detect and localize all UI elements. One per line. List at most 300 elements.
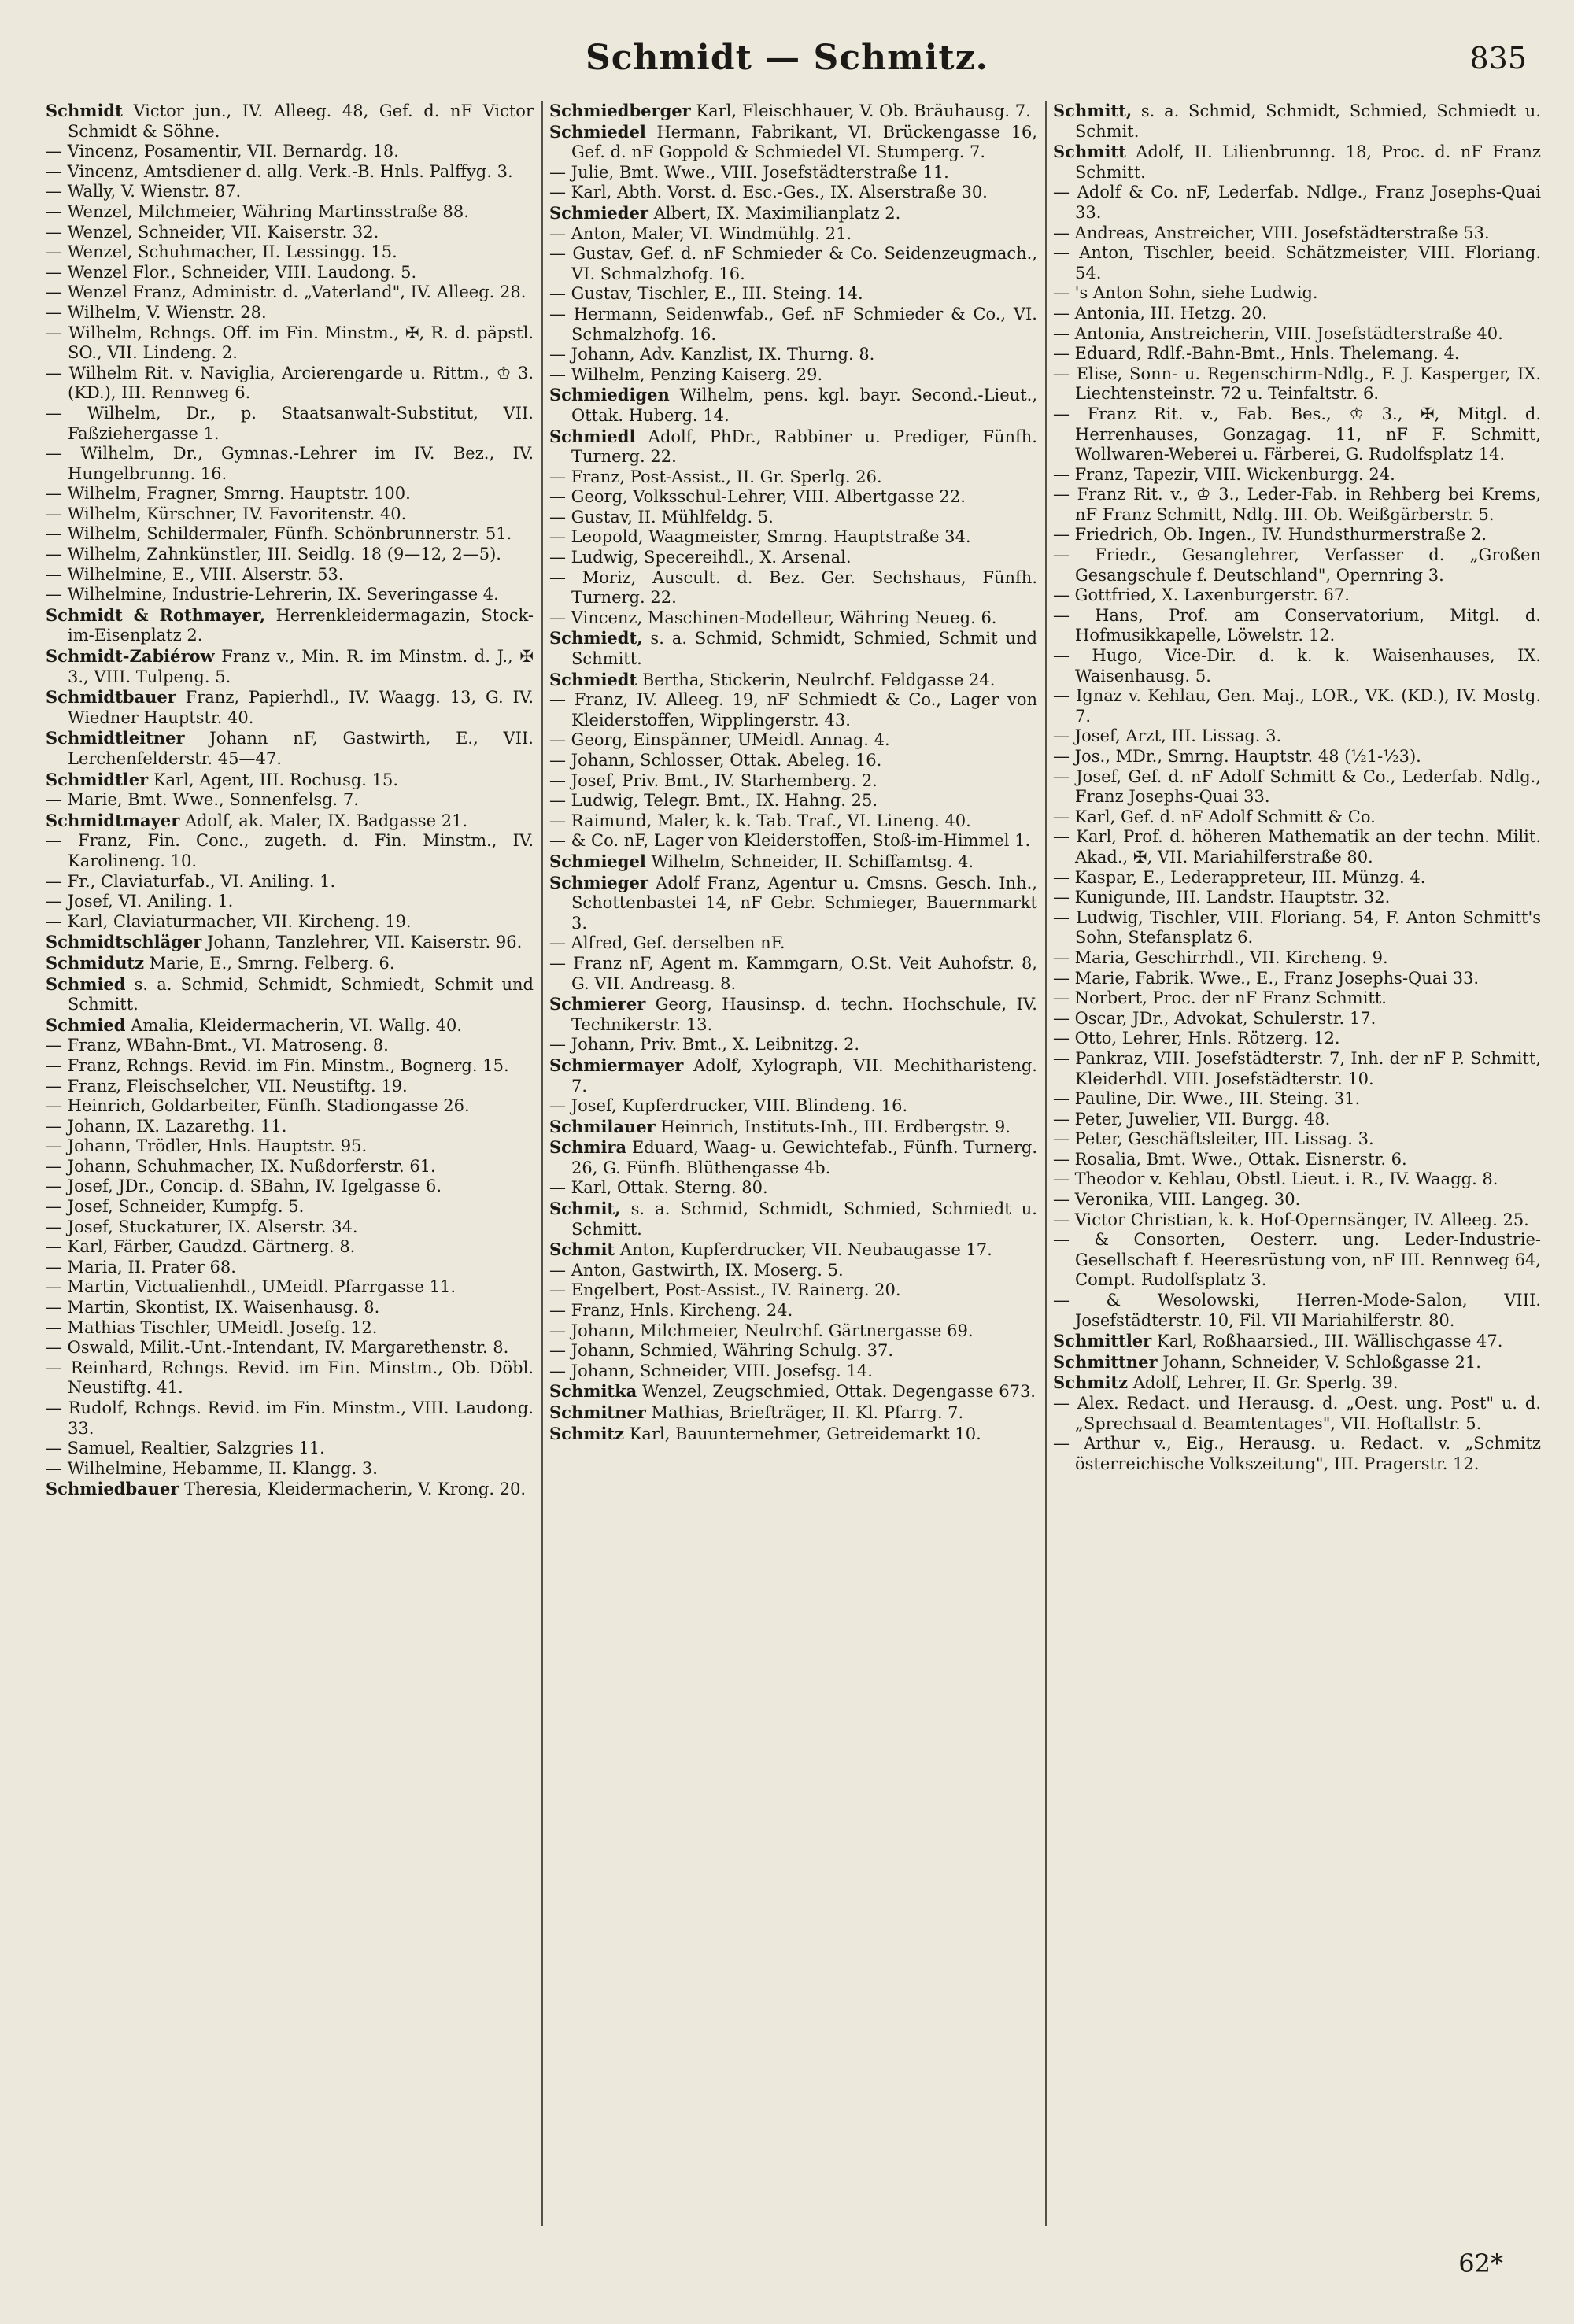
entry-text: — Franz, Rchngs. Revid. im Fin. Minstm., Bognerg. 15. [46, 1055, 509, 1075]
directory-entry [549, 1381, 1037, 1402]
directory-entry [46, 728, 534, 769]
entry-text: Herrenkleidermagazin, Stock-im-Eisenplatz 2. [68, 605, 534, 645]
entry-text: — Johann, IX. Lazarethg. 11. [46, 1116, 287, 1136]
directory-entry [549, 365, 1037, 386]
entry-text: Wilhelm, pens. kgl. bayr. Second.-Lieut., Ottak. Huberg. 14. [571, 386, 1037, 425]
directory-entry [1053, 1434, 1541, 1474]
entry-text: Johann nF, Gastwirth, E., VII. Lerchenfelderstr. 45—47. [68, 729, 534, 768]
directory-entry [46, 831, 534, 871]
entry-text: s. a. Schmid, Schmidt, Schmiedt, Schmit und Schmitt. [68, 974, 534, 1014]
directory-entry [46, 770, 534, 791]
directory-entry [549, 203, 1037, 224]
directory-entry [549, 1240, 1037, 1261]
entry-text: — Peter, Juwelier, VII. Burgg. 48. [1053, 1109, 1331, 1129]
entry-text: — Johann, Schuhmacher, IX. Nußdorferstr. 61. [46, 1156, 436, 1176]
entry-text: — Mathias Tischler, UMeidl. Josefg. 12. [46, 1317, 378, 1337]
entry-surname: Schmitka [549, 1381, 637, 1402]
entry-text: — Hans, Prof. am Conservatorium, Mitgl. d. Hofmusikkapelle, Löwelstr. 12. [1053, 605, 1541, 645]
directory-entry [46, 404, 534, 444]
entry-text: — Wilhelmine, Hebamme, II. Klangg. 3. [46, 1458, 378, 1478]
entry-surname: Schmieder [549, 202, 648, 223]
directory-entry [1053, 142, 1541, 183]
directory-entry [549, 852, 1037, 873]
directory-entry [1053, 586, 1541, 606]
entry-surname: Schmidt & Rothmayer, [46, 604, 266, 625]
entry-text: Amalia, Kleidermacherin, VI. Wallg. 40. [131, 1015, 463, 1035]
entry-text: — Pauline, Dir. Wwe., III. Steing. 31. [1053, 1089, 1361, 1109]
entry-text: — Josef, Kupferdrucker, VIII. Blindeng. 16. [549, 1096, 908, 1116]
entry-text: Franz, Papierhdl., IV. Waagg. 13, G. IV. Wiedner Hauptstr. 40. [68, 688, 534, 727]
entry-text: — Johann, Adv. Kanzlist, IX. Thurng. 8. [549, 345, 875, 364]
directory-entry [1053, 1110, 1541, 1130]
entry-surname: Schmitt [1053, 142, 1126, 162]
directory-entry [549, 183, 1037, 203]
entry-text: — Wilhelmine, E., VIII. Alserstr. 53. [46, 564, 344, 584]
directory-entry [549, 1035, 1037, 1055]
entry-text: — & Consorten, Oesterr. ung. Leder-Industrie-Gesellschaft f. Heeresrüstung von, nF III. Rennweg 64, Compt. Rudolfsplatz 3. [1053, 1230, 1541, 1290]
entry-text: — Gottfried, X. Laxenburgerstr. 67. [1053, 586, 1350, 605]
directory-entry [549, 163, 1037, 183]
directory-entry [46, 687, 534, 728]
entry-text: — Wilhelmine, Industrie-Lehrerin, IX. Severingasse 4. [46, 585, 499, 604]
directory-entry [549, 730, 1037, 751]
directory-entry [46, 1398, 534, 1439]
entry-text: — Wenzel Franz, Administr. d. „Vaterland", IV. Alleeg. 28. [46, 283, 527, 302]
directory-entry [46, 1056, 534, 1077]
directory-entry [46, 504, 534, 525]
entry-text: — Engelbert, Post-Assist., IV. Rainerg. 20. [549, 1280, 901, 1300]
directory-entry [46, 202, 534, 223]
entry-text: Adolf, PhDr., Rabbiner u. Prediger, Fünfh. Turnerg. 22. [571, 427, 1037, 467]
entry-surname: Schmidtleitner [46, 728, 185, 748]
directory-entry [1053, 304, 1541, 324]
directory-entry [549, 284, 1037, 305]
directory-entry [1053, 324, 1541, 345]
directory-entry [1053, 224, 1541, 244]
directory-entry [46, 585, 534, 605]
directory-entry [1053, 1049, 1541, 1089]
entry-text: — Wenzel, Schuhmacher, II. Lessingg. 15. [46, 242, 397, 262]
directory-entry [549, 1424, 1037, 1445]
entry-text: Adolf Franz, Agentur u. Cmsns. Gesch. Inh., Schottenbastei 14, nF Gebr. Schmieger, Bauernmarkt 3. [571, 873, 1037, 933]
entry-text: — Franz Rit. v., ♔ 3., Leder-Fab. in Rehberg bei Krems, nF Franz Schmitt, Ndlg. III. Ob. Weißgärberstr. 5. [1053, 485, 1541, 524]
entry-text: — Wilhelm, Fragner, Smrng. Hauptstr. 100. [46, 484, 411, 504]
entry-text: — Rosalia, Bmt. Wwe., Ottak. Eisnerstr. 6. [1053, 1149, 1407, 1169]
directory-entry [549, 811, 1037, 832]
directory-entry [46, 912, 534, 933]
directory-entry [46, 1217, 534, 1238]
directory-entry [549, 831, 1037, 852]
directory-entry [46, 223, 534, 243]
entry-text: — Johann, Schneider, VIII. Josefsg. 14. [549, 1361, 873, 1380]
entry-text: — Raimund, Maler, k. k. Tab. Traf., VI. Lineng. 40. [549, 811, 971, 830]
entry-text: — Kunigunde, III. Landstr. Hauptstr. 32. [1053, 888, 1391, 907]
directory-entry [46, 323, 534, 364]
directory-entry [549, 608, 1037, 629]
entry-text: — Antonia, III. Hetzg. 20. [1053, 303, 1268, 323]
entry-text: Bertha, Stickerin, Neulrchf. Feldgasse 24. [641, 670, 996, 689]
entry-text: — Johann, Priv. Bmt., X. Leibnitzg. 2. [549, 1035, 860, 1055]
directory-entry [1053, 1089, 1541, 1110]
entry-text: — Wenzel Flor., Schneider, VIII. Laudong. 5. [46, 262, 417, 282]
entry-text: — Rudolf, Rchngs. Revid. im Fin. Minstm., VIII. Laudong. 33. [46, 1398, 534, 1438]
directory-entry [549, 628, 1037, 669]
entry-surname: Schmidtmayer [46, 810, 180, 830]
entry-text: Adolf, ak. Maler, IX. Badgasse 21. [184, 811, 468, 830]
directory-entry [1053, 1009, 1541, 1029]
entry-surname: Schmieger [549, 872, 648, 892]
directory-entry [549, 751, 1037, 771]
directory-entry [1053, 868, 1541, 889]
entry-text: — Leopold, Waagmeister, Smrng. Hauptstraße 34. [549, 527, 971, 547]
directory-entry [1053, 1373, 1541, 1394]
entry-text: — Norbert, Proc. der nF Franz Schmitt. [1053, 988, 1387, 1008]
entry-text: s. a. Schmid, Schmidt, Schmied, Schmiedt u. Schmitt. [571, 1199, 1037, 1239]
entry-surname: Schmidt [46, 101, 123, 120]
entry-text: — Wilhelm, Kürschner, IV. Favoritenstr. 40. [46, 504, 407, 523]
directory-entry [46, 872, 534, 892]
directory-entry [46, 242, 534, 263]
entry-text: — Gustav, Gef. d. nF Schmieder & Co. Seidenzeugmach., VI. Schmalzhofg. 16. [549, 244, 1037, 283]
directory-entry [46, 1157, 534, 1177]
directory-entry [549, 427, 1037, 467]
entry-text: — Theodor v. Kehlau, Obstl. Lieut. i. R., IV. Waagg. 8. [1053, 1169, 1498, 1189]
entry-text: — Wilhelm, Rchngs. Off. im Fin. Minstm., ✠, R. d. päpstl. SO., VII. Lindeng. 2. [46, 323, 534, 363]
entry-text: — Elise, Sonn- u. Regenschirm-Ndlg., F. J. Kasperger, IX. Liechtensteinstr. 72 u. Teinfaltstr. 6. [1053, 364, 1541, 404]
directory-entry [46, 1177, 534, 1197]
directory-entry [549, 1261, 1037, 1281]
directory-entry [549, 1280, 1037, 1301]
directory-entry [1053, 101, 1541, 142]
directory-entry [1053, 988, 1541, 1009]
entry-text: — Adolf & Co. nF, Lederfab. Ndlge., Franz Josephs-Quai 33. [1053, 183, 1541, 222]
directory-entry [549, 791, 1037, 811]
directory-entry [1053, 465, 1541, 486]
directory-entry [46, 1298, 534, 1318]
directory-entry [549, 1137, 1037, 1178]
directory-entry [46, 565, 534, 586]
entry-text: — 's Anton Sohn, siehe Ludwig. [1053, 283, 1318, 303]
directory-entry [549, 508, 1037, 528]
directory-entry [46, 1015, 534, 1036]
directory-entry [549, 224, 1037, 245]
directory-entry [1053, 545, 1541, 586]
entry-surname: Schmiedt, [549, 628, 643, 648]
entry-surname: Schmit, [549, 1199, 621, 1219]
directory-entry [549, 568, 1037, 608]
directory-entry [549, 487, 1037, 508]
entry-text: — Johann, Milchmeier, Neulrchf. Gärtnergasse 69. [549, 1321, 974, 1340]
entry-text: — Karl, Abth. Vorst. d. Esc.-Ges., IX. Alserstraße 30. [549, 183, 988, 202]
entry-text: — Moriz, Auscult. d. Bez. Ger. Sechshaus, Fünfh. Turnerg. 22. [549, 567, 1037, 608]
directory-entry [46, 646, 534, 687]
entry-text: — Ignaz v. Kehlau, Gen. Maj., LOR., VK. (KD.), IV. Mostg. 7. [1053, 686, 1541, 726]
entry-text: — Wilhelm, V. Wienstr. 28. [46, 302, 267, 322]
directory-entry [1053, 646, 1541, 686]
entry-text: — Antonia, Anstreicherin, VIII. Josefstädterstraße 40. [1053, 323, 1503, 343]
directory-entry [46, 1358, 534, 1398]
directory-entry [1053, 243, 1541, 283]
entry-text: Karl, Agent, III. Rochusg. 15. [153, 770, 399, 789]
directory-entry [46, 1117, 534, 1137]
directory-entry [46, 1459, 534, 1480]
directory-entry [1053, 485, 1541, 525]
directory-entry [1053, 525, 1541, 545]
entry-text: — Gustav, II. Mühlfeldg. 5. [549, 507, 774, 527]
entry-text: — Ludwig, Tischler, VIII. Floriang. 54, F. Anton Schmitt's Sohn, Stefansplatz 6. [1053, 907, 1541, 948]
directory-entry [46, 101, 534, 142]
entry-surname: Schmidtbauer [46, 687, 176, 708]
directory-entry [1053, 888, 1541, 908]
entry-surname: Schmiermayer [549, 1055, 684, 1075]
entry-text: — Wally, V. Wienstr. 87. [46, 182, 242, 201]
entry-text: — Josef, Priv. Bmt., IV. Starhemberg. 2. [549, 770, 878, 790]
entry-text: — & Wesolowski, Herren-Mode-Salon, VIII. Josefstädterstr. 10, Fil. VII Mariahilferstr. 80. [1053, 1291, 1541, 1330]
directory-entry [1053, 827, 1541, 867]
entry-text: — Marie, Fabrik. Wwe., E., Franz Josephs-Quai 33. [1053, 968, 1480, 988]
directory-entry [549, 1402, 1037, 1424]
directory-entry [1053, 807, 1541, 828]
directory-entry [46, 1479, 534, 1500]
entry-text: Wenzel, Zeugschmied, Ottak. Degengasse 673. [641, 1382, 1036, 1402]
entry-text: — Marie, Bmt. Wwe., Sonnenfelsg. 7. [46, 790, 359, 810]
directory-entry [549, 385, 1037, 426]
directory-entry [549, 690, 1037, 730]
entry-text: — Johann, Trödler, Hnls. Hauptstr. 95. [46, 1136, 368, 1156]
directory-entry [46, 892, 534, 912]
entry-surname: Schmied [46, 1014, 126, 1035]
entry-text: — Otto, Lehrer, Hnls. Rötzerg. 12. [1053, 1029, 1340, 1048]
directory-entry [1053, 969, 1541, 989]
entry-text: Georg, Hausinsp. d. techn. Hochschule, IV. Technikerstr. 13. [571, 995, 1037, 1034]
entry-surname: Schmittner [1053, 1351, 1158, 1372]
entry-text: Johann, Tanzlehrer, VII. Kaiserstr. 96. [207, 933, 523, 952]
entry-surname: Schmied [46, 974, 126, 994]
entry-surname: Schmiedbauer [46, 1479, 179, 1499]
directory-entry [1053, 1210, 1541, 1231]
entry-text: Mathias, Briefträger, II. Kl. Pfarrg. 7. [651, 1403, 964, 1422]
directory-entry [549, 101, 1037, 122]
entry-surname: Schmira [549, 1137, 627, 1158]
directory-entry [549, 1301, 1037, 1321]
directory-entry [1053, 1169, 1541, 1190]
entry-text: Karl, Roßhaarsied., III. Wällischgasse 47. [1156, 1332, 1503, 1351]
directory-entry [1053, 405, 1541, 465]
directory-entry [46, 1077, 534, 1097]
directory-entry [549, 670, 1037, 691]
entry-text: — Vincenz, Maschinen-Modelleur, Währing Neueg. 6. [549, 608, 997, 627]
entry-text: — Franz, Fleischselcher, VII. Neustiftg. 19. [46, 1076, 408, 1095]
entry-text: — Josef, Gef. d. nF Adolf Schmitt & Co., Lederfab. Ndlg., Franz Josephs-Quai 33. [1053, 767, 1541, 807]
entry-text: — Kaspar, E., Lederappreteur, III. Münzg. 4. [1053, 867, 1426, 887]
directory-entry [1053, 726, 1541, 747]
directory-entry [46, 524, 534, 545]
entry-text: — Karl, Färber, Gaudzd. Gärtnerg. 8. [46, 1237, 356, 1257]
directory-column-1 [46, 101, 534, 2226]
entry-text: — Wenzel, Milchmeier, Währing Martinsstraße 88. [46, 201, 469, 221]
entry-text: — Franz, Hnls. Kircheng. 24. [549, 1301, 793, 1321]
entry-text: — Vincenz, Amtsdiener d. allg. Verk.-B. Hnls. Palffyg. 3. [46, 161, 513, 181]
entry-text: — Karl, Ottak. Sterng. 80. [549, 1178, 768, 1198]
entry-text: — Gustav, Tischler, E., III. Steing. 14. [549, 284, 863, 304]
entry-surname: Schmiedt [549, 669, 637, 689]
printer-signature: 62* [1458, 2248, 1503, 2278]
directory-entry [1053, 1394, 1541, 1434]
entry-text: — Victor Christian, k. k. Hof-Opernsänger, IV. Alleeg. 25. [1053, 1210, 1529, 1229]
entry-text: — Fr., Claviaturfab., VI. Aniling. 1. [46, 871, 336, 891]
entry-text: Eduard, Waag- u. Gewichtefab., Fünfh. Turnerg. 26, G. Fünfh. Blüthengasse 4b. [571, 1138, 1037, 1177]
entry-text: — Oscar, JDr., Advokat, Schulerstr. 17. [1053, 1008, 1376, 1028]
directory-entry [46, 162, 534, 183]
entry-surname: Schmiedl [549, 426, 636, 446]
entry-text: Wilhelm, Schneider, II. Schiffamtsg. 4. [651, 852, 974, 871]
directory-entry [549, 305, 1037, 345]
directory-entry [46, 364, 534, 404]
directory-entry [46, 263, 534, 283]
entry-text: — Vincenz, Posamentir, VII. Bernardg. 18. [46, 142, 399, 161]
entry-text: Marie, E., Smrng. Felberg. 6. [149, 953, 395, 973]
directory-entry [1053, 1230, 1541, 1291]
entry-text: — Josef, VI. Aniling. 1. [46, 892, 234, 911]
directory-entry [1053, 948, 1541, 969]
directory-entry [1053, 686, 1541, 726]
entry-text: Adolf, Lehrer, II. Gr. Sperlg. 39. [1132, 1373, 1398, 1393]
entry-text: Adolf, II. Lilienbrunng. 18, Proc. d. nF Franz Schmitt. [1075, 142, 1541, 182]
entry-surname: Schmitz [1053, 1373, 1129, 1393]
directory-entry [1053, 908, 1541, 948]
directory-entry [549, 1321, 1037, 1342]
entry-text: — Franz, WBahn-Bmt., VI. Matroseng. 8. [46, 1036, 389, 1055]
entry-text: — Johann, Schmied, Währing Schulg. 37. [549, 1341, 894, 1361]
directory-entry [46, 1258, 534, 1278]
entry-text: — Wilhelm, Penzing Kaiserg. 29. [549, 364, 823, 384]
directory-entry [46, 1036, 534, 1056]
entry-surname: Schmit [549, 1240, 615, 1260]
directory-entry [1053, 364, 1541, 405]
directory-entry [46, 932, 534, 953]
entry-surname: Schmitner [549, 1402, 646, 1422]
directory-entry [46, 811, 534, 832]
entry-text: — Alfred, Gef. derselben nF. [549, 933, 785, 953]
entry-text: — Jos., MDr., Smrng. Hauptstr. 48 (½1-½3). [1053, 747, 1421, 766]
entry-text: — Martin, Skontist, IX. Waisenhausg. 8. [46, 1298, 380, 1317]
directory-entry [549, 527, 1037, 548]
directory-entry [1053, 1291, 1541, 1331]
directory-entry [1053, 1029, 1541, 1049]
page-header [0, 38, 1574, 93]
entry-text: — Arthur v., Eig., Herausg. u. Redact. v. „Schmitz österreichische Volkszeitung", III. Pragerstr. 12. [1053, 1434, 1541, 1473]
entry-surname: Schmitz [549, 1423, 625, 1443]
page-title: Schmidt — Schmitz. [585, 38, 988, 78]
directory-entry [549, 954, 1037, 994]
entry-text: Adolf, Xylograph, VII. Mechitharisteng. 7. [571, 1055, 1037, 1095]
directory-entry [549, 548, 1037, 568]
directory-entry [46, 1439, 534, 1459]
entry-text: — Maria, II. Prater 68. [46, 1257, 236, 1277]
entry-text: — Wenzel, Schneider, VII. Kaiserstr. 32. [46, 222, 379, 242]
entry-text: — Karl, Claviaturmacher, VII. Kircheng. 19. [46, 911, 412, 931]
entry-surname: Schmiegel [549, 851, 646, 871]
entry-text: Karl, Bauunternehmer, Getreidemarkt 10. [629, 1424, 981, 1443]
directory-entry [549, 1362, 1037, 1382]
entry-text: Heinrich, Instituts-Inh., III. Erdbergstr. 9. [660, 1117, 1011, 1136]
directory-entry [1053, 606, 1541, 646]
directory-entry [46, 790, 534, 811]
directory-entry [549, 771, 1037, 792]
directory-entry [1053, 183, 1541, 223]
entry-text: — Hugo, Vice-Dir. d. k. k. Waisenhauses, IX. Waisenhausg. 5. [1053, 646, 1541, 685]
entry-text: — Peter, Geschäftsleiter, III. Lissag. 3. [1053, 1129, 1374, 1149]
directory-entry [46, 1338, 534, 1358]
directory-entry [46, 283, 534, 303]
entry-text: — Friedr., Gesanglehrer, Verfasser d. „Großen Gesangschule f. Deutschland", Opernring 3. [1053, 545, 1541, 585]
directory-entry [1053, 1129, 1541, 1150]
directory-entry [549, 467, 1037, 488]
directory-column-2 [549, 101, 1037, 2226]
entry-surname: Schmilauer [549, 1116, 656, 1136]
entry-text: Franz v., Min. R. im Minstm. d. J., ✠ 3., VIII. Tulpeng. 5. [68, 647, 534, 686]
entry-text: — Georg, Volksschul-Lehrer, VIII. Albertgasse 22. [549, 487, 966, 507]
entry-text: — Georg, Einspänner, UMeidl. Annag. 4. [549, 730, 890, 750]
entry-text: — Josef, JDr., Concip. d. SBahn, IV. Igelgasse 6. [46, 1177, 442, 1196]
directory-columns [46, 101, 1541, 2226]
directory-entry [549, 1117, 1037, 1138]
entry-text: — Alex. Redact. und Herausg. d. „Oest. ung. Post" u. d. „Sprechsaal d. Beamtentages", VII. Hoftallstr. 5. [1053, 1394, 1541, 1433]
directory-entry [1053, 344, 1541, 364]
directory-entry [549, 933, 1037, 954]
entry-text: Hermann, Fabrikant, VI. Brückengasse 16, Gef. d. nF Goppold & Schmiedel VI. Stumperg. 7. [571, 122, 1037, 162]
directory-entry [1053, 283, 1541, 304]
entry-text: — Wilhelm, Dr., Gymnas.-Lehrer im IV. Bez., IV. Hungelbrunng. 16. [46, 444, 534, 483]
entry-text: — Ludwig, Telegr. Bmt., IX. Hahng. 25. [549, 791, 878, 811]
entry-text: — Reinhard, Rchngs. Revid. im Fin. Minstm., Ob. Döbl. Neustiftg. 41. [46, 1358, 534, 1398]
entry-text: Karl, Fleischhauer, V. Ob. Bräuhausg. 7. [696, 102, 1031, 120]
entry-text: — Franz, Fin. Conc., zugeth. d. Fin. Minstm., IV. Karolineng. 10. [46, 831, 534, 870]
directory-entry [46, 1096, 534, 1117]
entry-text: Johann, Schneider, V. Schloßgasse 21. [1162, 1352, 1481, 1372]
directory-entry [46, 1237, 534, 1258]
entry-text: — Samuel, Realtier, Salzgries 11. [46, 1439, 325, 1458]
entry-text: — Wilhelm, Dr., p. Staatsanwalt-Substitut, VII. Faßziehergasse 1. [46, 403, 534, 443]
entry-text: — Pankraz, VIII. Josefstädterstr. 7, Inh. der nF P. Schmitt, Kleiderhdl. VIII. Josefstädterstr. 10. [1053, 1048, 1541, 1088]
directory-entry [46, 303, 534, 323]
page-number: 835 [1469, 41, 1527, 76]
directory-entry [549, 1055, 1037, 1096]
directory-entry [46, 974, 534, 1015]
entry-text: — Franz, Post-Assist., II. Gr. Sperlg. 26. [549, 467, 882, 486]
entry-text: — Wilhelm Rit. v. Naviglia, Arcierengarde u. Rittm., ♔ 3. (KD.), III. Rennweg 6. [46, 363, 534, 403]
entry-text: s. a. Schmid, Schmidt, Schmied, Schmiedt u. Schmit. [1075, 102, 1541, 141]
entry-text: — & Co. nF, Lager von Kleiderstoffen, Stoß-im-Himmel 1. [549, 831, 1031, 851]
directory-entry [46, 953, 534, 974]
entry-text: — Franz Rit. v., Fab. Bes., ♔ 3., ✠, Mitgl. d. Herrenhauses, Gonzagag. 11, nF F. Schmitt, Wollwaren-Weberei u. Färberei, G. Rudolfsplatz 14. [1053, 404, 1541, 464]
entry-text: — Wilhelm, Schildermaler, Fünfh. Schönbrunnerstr. 51. [46, 524, 512, 544]
directory-entry [46, 142, 534, 162]
entry-text: — Anton, Gastwirth, IX. Moserg. 5. [549, 1260, 844, 1280]
directory-entry [549, 1096, 1037, 1117]
directory-entry [1053, 747, 1541, 767]
directory-entry [549, 1341, 1037, 1362]
entry-text: — Friedrich, Ob. Ingen., IV. Hundsthurmerstraße 2. [1053, 525, 1487, 545]
entry-text: — Anton, Maler, VI. Windmühlg. 21. [549, 224, 852, 243]
entry-text: Victor jun., IV. Alleeg. 48, Gef. d. nF Victor Schmidt & Söhne. [68, 102, 534, 141]
entry-text: — Heinrich, Goldarbeiter, Fünfh. Stadiongasse 26. [46, 1096, 470, 1116]
directory-entry [46, 545, 534, 565]
directory-entry [46, 484, 534, 504]
entry-text: — Julie, Bmt. Wwe., VIII. Josefstädterstraße 11. [549, 162, 949, 182]
entry-text: — Andreas, Anstreicher, VIII. Josefstädterstraße 53. [1053, 223, 1490, 242]
directory-entry [46, 1277, 534, 1298]
